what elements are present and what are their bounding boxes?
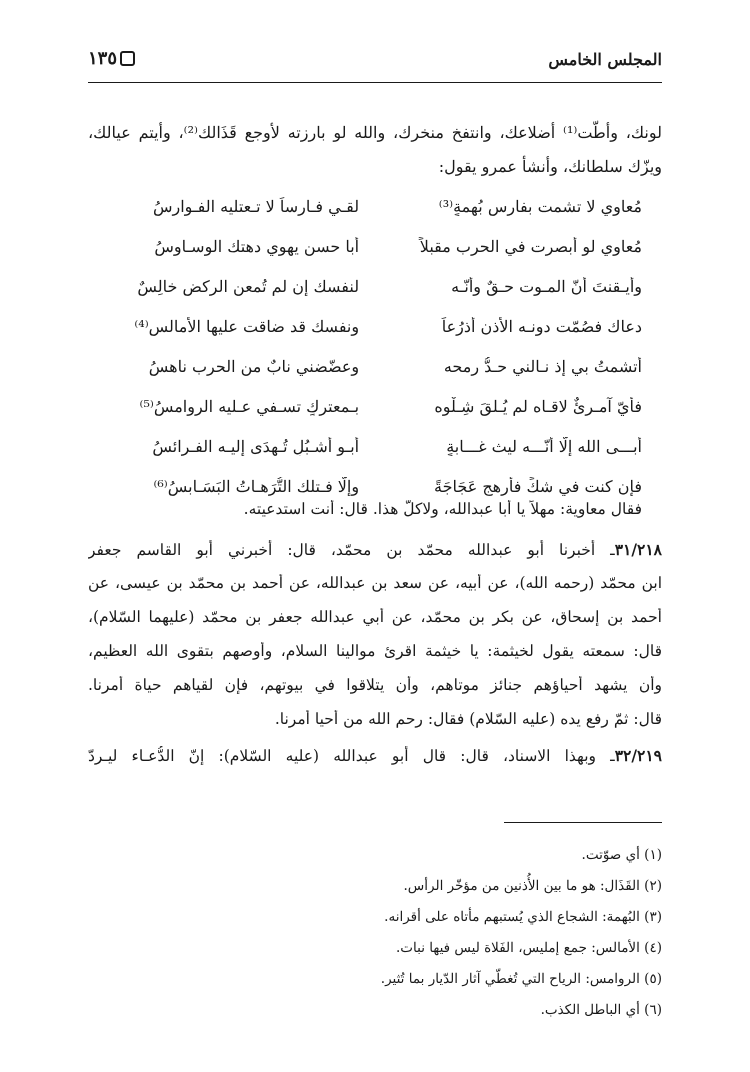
verse-first-half: مُعاوي لو أبصرت في الحرب مقبلاً (419, 236, 642, 256)
verse-first-half: دعاك فصُمّت دونـه الأُذن أذرُعاً (441, 316, 642, 336)
poem-verse (98, 386, 642, 426)
footnote: (٣) البُهمة: الشجاع الذي يُستبهم مأتاه على أقرانه. (384, 909, 662, 925)
verse-first-half: أتشمتُ بي إذ نـالني حـدُّ رمحه (443, 356, 642, 376)
verse-second-half: لقـي فـارساً لا تـعتليه الفـوارسُ (152, 196, 360, 216)
poem-verse (98, 226, 642, 266)
verse-second-half: ونفسك قد ضاقت عليها الأمالس⁽⁴⁾ (134, 316, 360, 336)
footnote: (٦) أي الباطل الكذب. (540, 1002, 662, 1018)
poem-verse (98, 186, 642, 226)
footnotes (88, 840, 662, 1026)
page-number-text: ١٣٥ (88, 48, 118, 69)
footnote: (١) أي صوّتت. (581, 847, 662, 863)
verse-second-half: وعضّضني نابٌ من الحرب ناهسُ (148, 356, 360, 376)
hadith-218-line: وأن يشهد أحياؤهم جنائز موتاهم، وأن يتلاقوا في بيوتهم، فإن لقياهم حياة أمرنا. (88, 676, 662, 694)
square-icon (120, 51, 135, 66)
verse-second-half: بـمعتركٍ تسـفي عـليه الروامسُ⁽⁵⁾ (139, 396, 360, 416)
hadith-218-line: قال: ثمّ رفع يده (عليه السّلام) فقال: رحم الله من أحيا أمرنا. (274, 710, 662, 728)
poem-verse (98, 266, 642, 306)
verse-second-half: لنفسك إن لم تُمعن الركض خالِسٌ (137, 276, 360, 296)
verse-first-half: وأيـقنتَ أنّ المـوت حـقٌ وأنّـه (451, 276, 642, 296)
poem-verse (98, 306, 642, 346)
hadith-218-line (88, 540, 662, 559)
hadith-218-line: ابن محمّد (رحمه الله)، عن أبيه، عن سعد بن عبدالله، عن أحمد بن محمّد بن عيسى، عن (88, 574, 662, 592)
chapter-title: المجلس الخامس (548, 50, 662, 69)
verse-first-half: مُعاوي لا تشمت بفارس بُهمةٍ⁽³⁾ (438, 196, 642, 216)
page-header (88, 46, 662, 78)
footnote: (٤) الأمالس: جمع إمليس، الفَلاة ليس فيها نبات. (396, 940, 662, 956)
verse-second-half: وإلّا فـتلك التُّرَهـاتُ البَسَـابسُ⁽⁶⁾ (153, 476, 360, 496)
verse-first-half: فإن كنت في شكٍّ فأرهج عَجَاجَةً (434, 476, 642, 496)
response-line: فقال معاوية: مهلاً يا أبا عبدالله، ولاكلّ هذا. قال: أنت استدعيته. (243, 500, 642, 518)
hadith-number: ٣٢/٢١٩ (614, 746, 662, 765)
poem-block (98, 186, 642, 510)
hadith-text: ـ أخبرنا أبو عبدالله محمّد بن محمّد، قال: أخبرني أبو القاسم جعفر (88, 541, 615, 559)
hadith-219-line (88, 746, 662, 765)
poem-verse (98, 346, 642, 386)
page-number (88, 48, 135, 69)
hadith-218-line: أحمد بن إسحاق، عن بكر بن محمّد، عن أبي عبدالله جعفر بن محمّد (عليهما السّلام)، (88, 608, 662, 626)
footnote: (٥) الروامس: الرياح التي تُغطّي آثار الدّيار بما تُثير. (380, 971, 662, 987)
hadith-number: ٣١/٢١٨ (614, 540, 662, 559)
footnote: (٢) القَذَال: هو ما بين الأُذنين من مؤخّر الرأس. (403, 878, 662, 894)
intro-paragraph: لونك، وأطّت⁽¹⁾ أضلاعك، وانتفخ منخرك، والله لو بارزته لأوجع قَذَالك⁽²⁾، وأيتم عيالك، ويزّك سلطانك، وأنشأ عمرو يقول: (88, 123, 663, 176)
verse-first-half: أبـــى الله إلّا أنّـــه ليث غـــابةٍ (446, 436, 642, 456)
poem-verse (98, 426, 642, 466)
hadith-text: ـ وبهذا الاسناد، قال: قال أبو عبدالله (عليه السّلام): إنّ الدُّعـاء ليـردّ (88, 747, 615, 765)
verse-second-half: أبا حسن يهوي دهتك الوسـاوسُ (154, 236, 360, 256)
verse-first-half: فأيّ آمـرئٌ لاقـاه لم يُـلقَ شِـلْوه (434, 396, 642, 416)
header-divider (88, 82, 662, 83)
footnote-divider (504, 822, 662, 823)
verse-second-half: أبـو أشـبُلٍ تُـهدَى إليـه الفـرائسُ (152, 436, 360, 456)
hadith-218-line: قال: سمعته يقول لخيثمة: يا خيثمة اقرئ موالينا السلام، وأوصهم بتقوى الله العظيم، (88, 642, 662, 660)
